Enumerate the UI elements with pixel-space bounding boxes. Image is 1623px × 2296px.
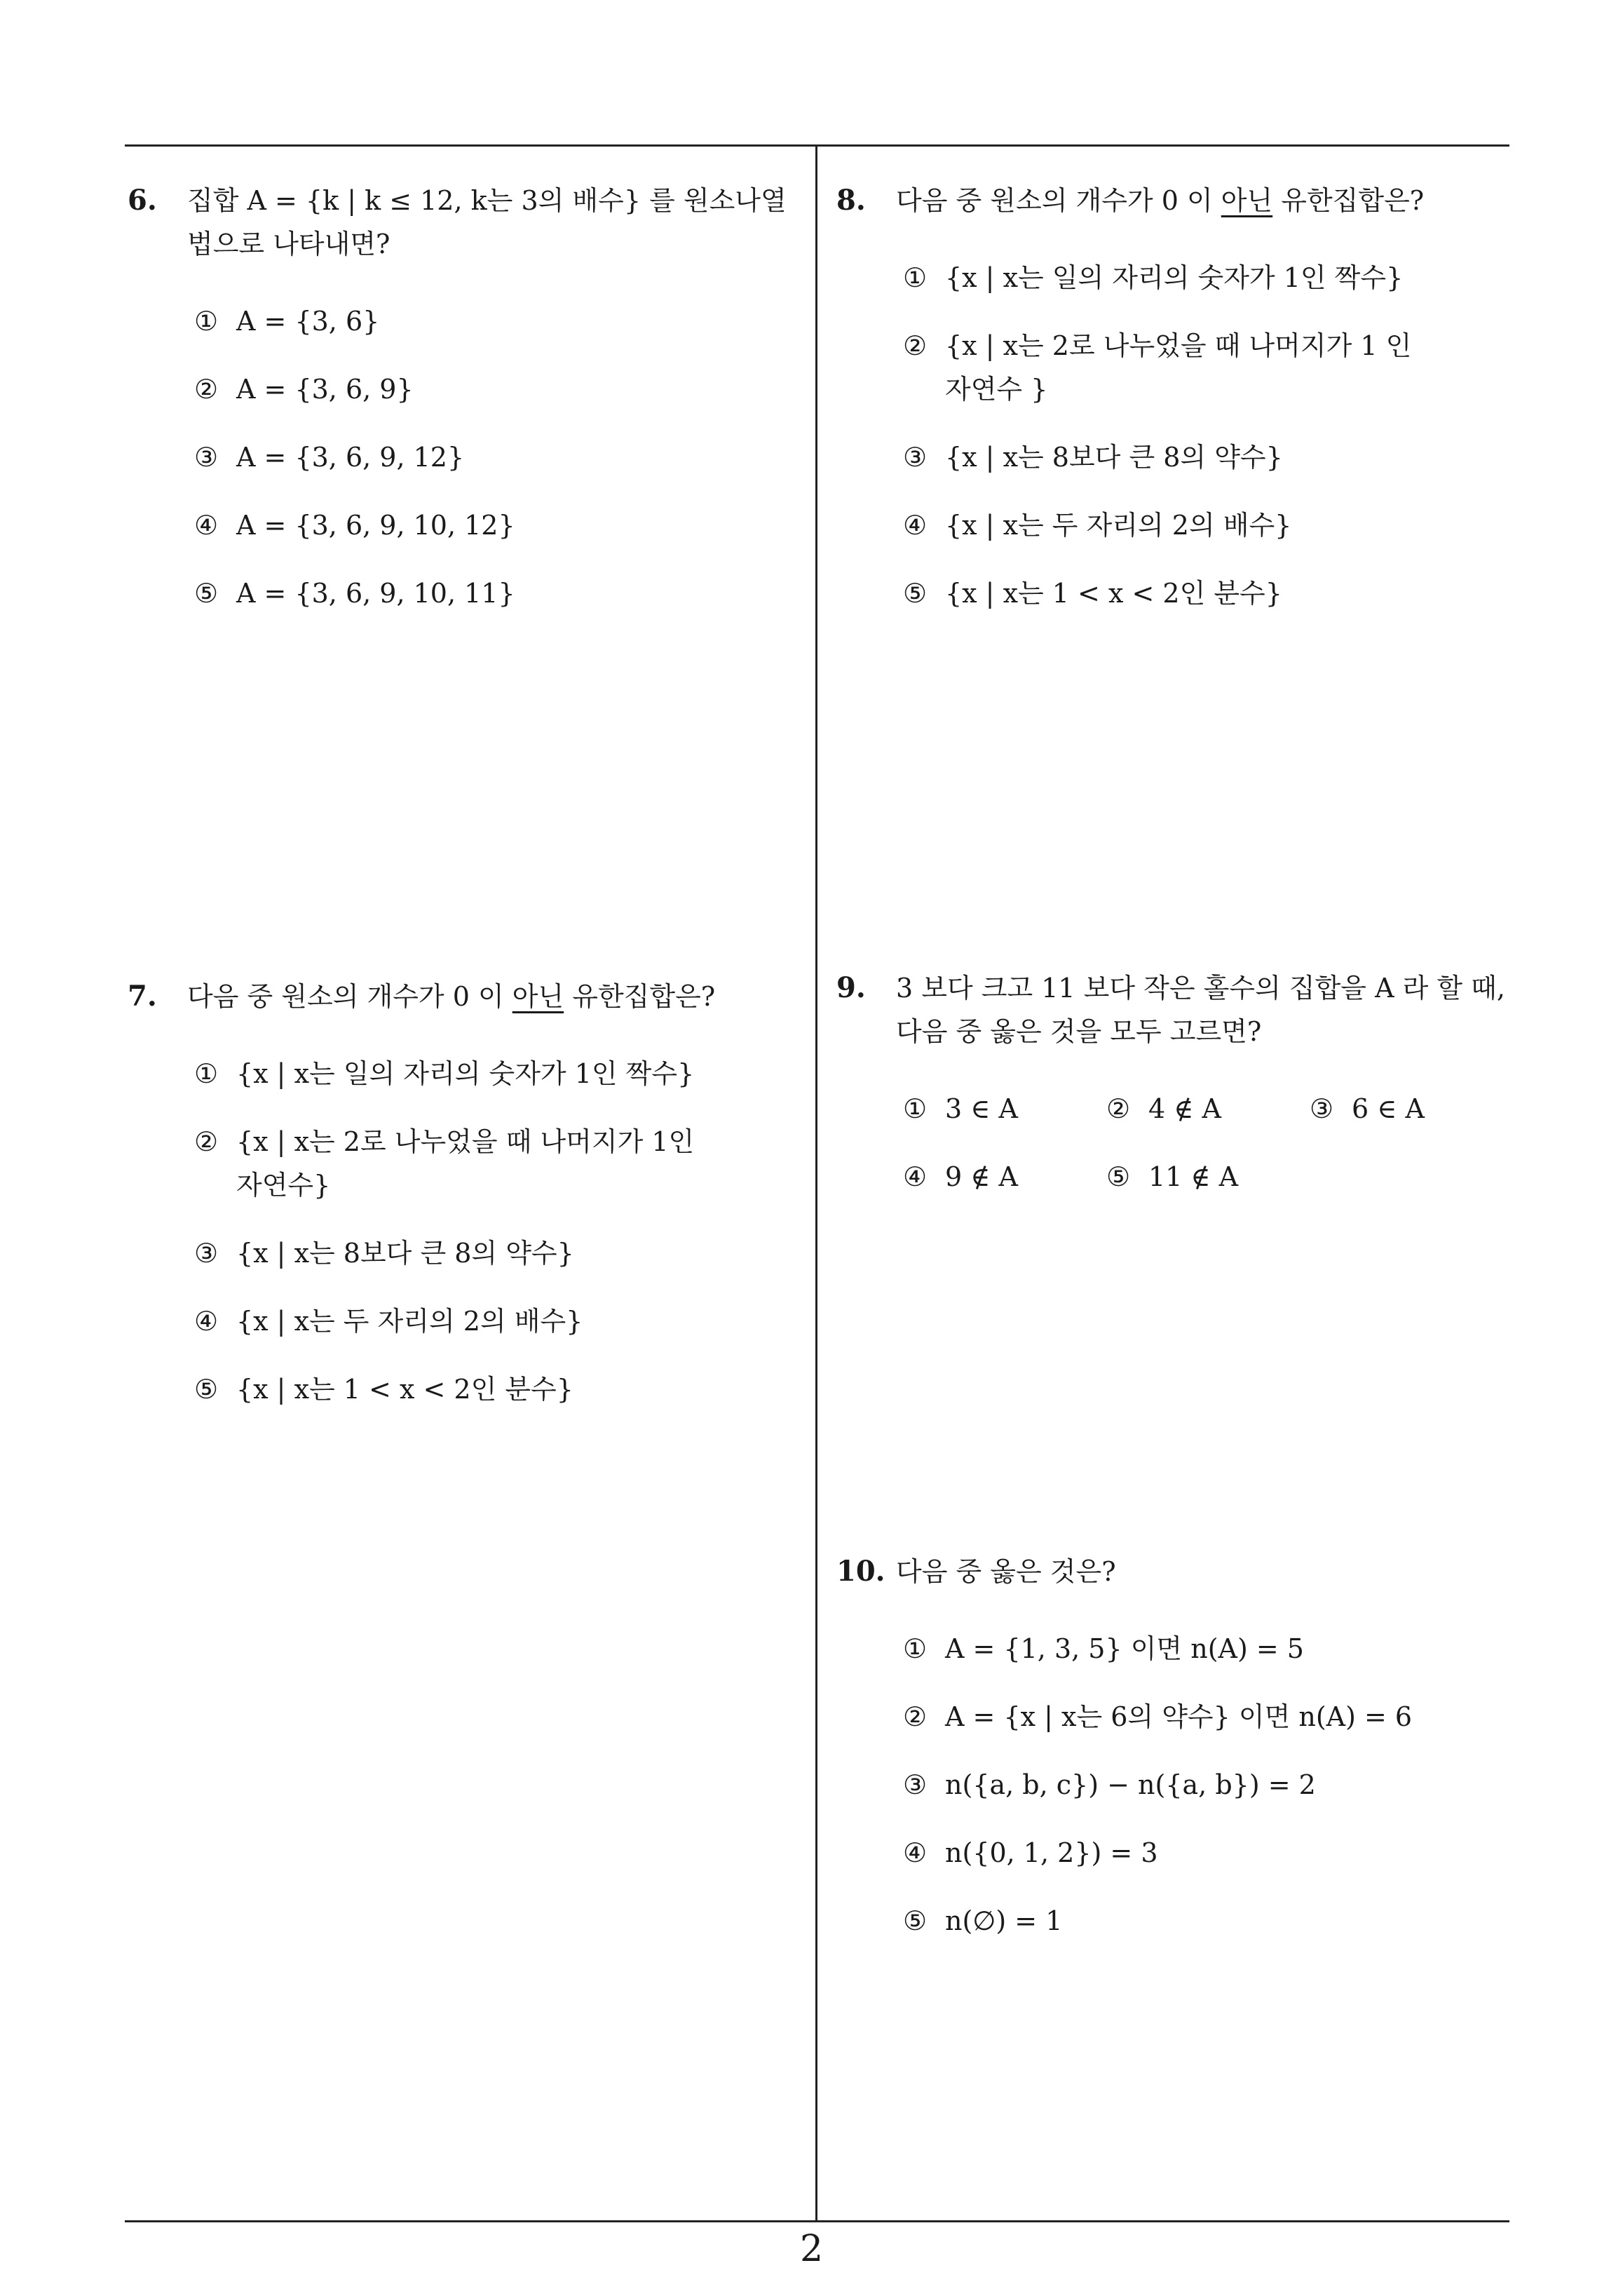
column-divider <box>815 145 817 2222</box>
option-mark: ② <box>1106 1093 1131 1124</box>
option-text: {x | x는 8보다 큰 8의 약수} <box>236 1238 574 1269</box>
page-number: 2 <box>799 2228 824 2270</box>
option-mark: ① <box>903 1633 928 1664</box>
option[interactable] <box>194 1052 713 1095</box>
option-mark: ② <box>194 374 219 405</box>
option-mark: ① <box>194 306 219 337</box>
option-text: A = {x | x는 6의 약수} 이면 n(A) = 6 <box>945 1701 1413 1732</box>
option-text: {x | x는 8보다 큰 8의 약수} <box>945 442 1283 473</box>
option-text: {x | x는 2로 나누었을 때 나머지가 1인 자연수} <box>236 1126 695 1201</box>
option[interactable] <box>194 1120 713 1207</box>
question-text: 집합 A = {k | k ≤ 12, k는 3의 배수} 를 원소나열법으로 나타내면? <box>187 185 787 259</box>
option-mark: ① <box>903 1093 928 1124</box>
option-mark: ② <box>194 1126 219 1157</box>
option-mark: ① <box>903 262 928 293</box>
option-text: A = {3, 6, 9} <box>236 374 414 405</box>
question-6 <box>128 179 806 640</box>
option[interactable] <box>903 324 1436 411</box>
option-text: {x | x는 두 자리의 2의 배수} <box>945 510 1292 541</box>
option-grid <box>903 1087 1515 1198</box>
underlined-word: 아닌 <box>1221 185 1273 216</box>
question-7 <box>128 975 806 1436</box>
option[interactable] <box>903 256 1436 299</box>
option[interactable] <box>903 1831 1515 1875</box>
option[interactable] <box>194 1299 713 1343</box>
option[interactable] <box>194 1231 713 1275</box>
option[interactable] <box>903 1899 1515 1943</box>
option-text: 3 ∈ A <box>945 1093 1018 1124</box>
option-mark: ③ <box>194 1238 219 1269</box>
option[interactable] <box>194 504 806 547</box>
option[interactable] <box>194 435 806 479</box>
option-mark: ⑤ <box>194 578 219 609</box>
question-number: 7. <box>128 980 157 1013</box>
option-text: n({0, 1, 2}) = 3 <box>945 1837 1158 1868</box>
option-text: {x | x는 두 자리의 2의 배수} <box>236 1306 583 1337</box>
option-text: A = {3, 6, 9, 10, 11} <box>236 578 515 609</box>
bottom-rule <box>125 2220 1509 2222</box>
option[interactable] <box>903 435 1436 479</box>
option[interactable] <box>903 504 1436 547</box>
option-mark: ④ <box>903 1161 928 1192</box>
option-text: 11 ∉ A <box>1148 1161 1239 1192</box>
question-text <box>187 975 806 1018</box>
option-text: {x | x는 2로 나누었을 때 나머지가 1 인 자연수 } <box>945 330 1412 405</box>
option-text: A = {3, 6, 9, 12} <box>236 442 465 473</box>
question-text: 다음 중 옳은 것은? <box>896 1556 1116 1587</box>
option-mark: ① <box>194 1058 219 1089</box>
question-8 <box>836 179 1515 640</box>
question-text-start: 다음 중 원소의 개수가 0 이 <box>187 981 512 1012</box>
option[interactable] <box>194 1368 713 1411</box>
option-text: 9 ∉ A <box>945 1161 1018 1192</box>
option-text: 4 ∉ A <box>1148 1093 1221 1124</box>
option[interactable] <box>1310 1087 1513 1130</box>
option-text: n({a, b, c}) − n({a, b}) = 2 <box>945 1769 1316 1800</box>
option[interactable] <box>1106 1087 1310 1130</box>
question-number: 6. <box>128 184 157 217</box>
option[interactable] <box>1106 1155 1310 1198</box>
question-number: 9. <box>836 971 866 1004</box>
option-text: A = {1, 3, 5} 이면 n(A) = 5 <box>945 1633 1304 1664</box>
option-text: A = {3, 6, 9, 10, 12} <box>236 510 515 541</box>
option-mark: ⑤ <box>903 578 928 609</box>
option[interactable] <box>903 1087 1106 1130</box>
option[interactable] <box>903 572 1436 615</box>
question-text-end: 유한집합은? <box>564 981 716 1012</box>
option-mark: ④ <box>194 510 219 541</box>
question-9 <box>836 966 1515 1198</box>
option-mark: ③ <box>903 1769 928 1800</box>
option[interactable] <box>903 1695 1515 1738</box>
option-mark: ④ <box>194 1306 219 1337</box>
option-mark: ③ <box>903 442 928 473</box>
option-list <box>903 256 1436 615</box>
question-number: 10. <box>836 1555 885 1588</box>
option-list <box>194 299 806 615</box>
option-text: {x | x는 일의 자리의 숫자가 1인 짝수} <box>945 262 1404 293</box>
option[interactable] <box>194 572 806 615</box>
question-text <box>896 179 1515 222</box>
option-mark: ④ <box>903 510 928 541</box>
option-text: 6 ∈ A <box>1352 1093 1425 1124</box>
question-text: 3 보다 크고 11 보다 작은 홀수의 집합을 A 라 할 때, 다음 중 옳은 것을 모두 고르면? <box>896 973 1505 1047</box>
option[interactable] <box>903 1627 1515 1670</box>
option[interactable] <box>194 367 806 411</box>
option-text: A = {3, 6} <box>236 306 380 337</box>
question-10 <box>836 1550 1515 1967</box>
option-mark: ⑤ <box>194 1374 219 1405</box>
question-text-end: 유한집합은? <box>1272 185 1425 216</box>
option-list <box>194 1052 713 1411</box>
underlined-word: 아닌 <box>512 981 564 1012</box>
option-mark: ⑤ <box>1106 1161 1131 1192</box>
option-mark: ⑤ <box>903 1905 928 1936</box>
option-text: {x | x는 1 < x < 2인 분수} <box>236 1374 573 1405</box>
option-text: {x | x는 일의 자리의 숫자가 1인 짝수} <box>236 1058 695 1089</box>
question-text-start: 다음 중 원소의 개수가 0 이 <box>896 185 1221 216</box>
option-text: n(∅) = 1 <box>945 1905 1063 1936</box>
option[interactable] <box>194 299 806 343</box>
question-number: 8. <box>836 184 866 217</box>
option-list <box>903 1627 1515 1943</box>
option[interactable] <box>903 1155 1106 1198</box>
option-mark: ③ <box>1310 1093 1334 1124</box>
option-mark: ③ <box>194 442 219 473</box>
option-text: {x | x는 1 < x < 2인 분수} <box>945 578 1282 609</box>
option-mark: ④ <box>903 1837 928 1868</box>
option-mark: ② <box>903 330 928 361</box>
option-mark: ② <box>903 1701 928 1732</box>
option[interactable] <box>903 1763 1515 1807</box>
